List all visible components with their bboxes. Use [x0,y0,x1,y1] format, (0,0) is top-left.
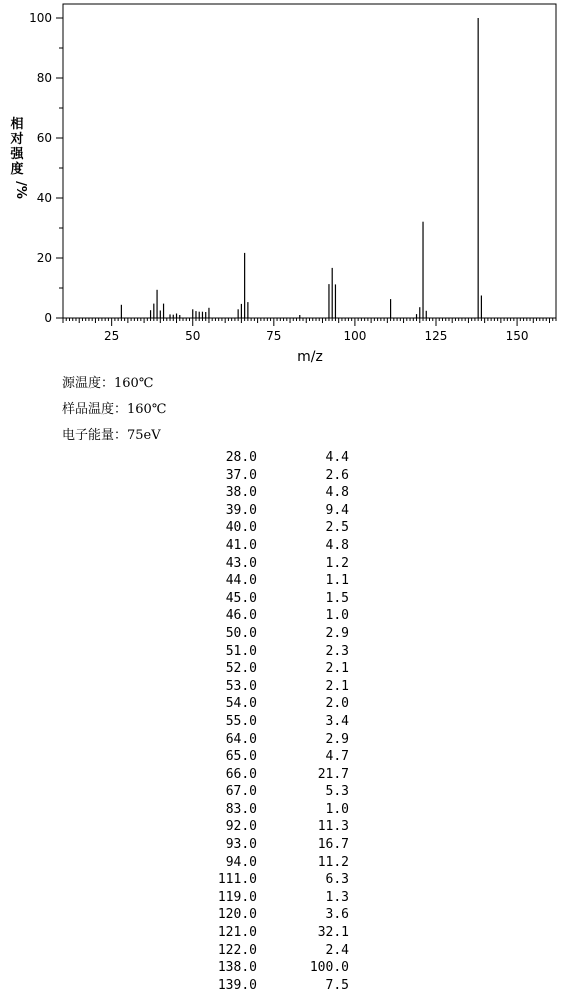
table-row [200,889,349,907]
plot-frame [63,4,556,318]
mz-value: 39.0 [225,502,257,518]
y-tick-label: 80 [36,71,52,85]
relative-intensity-value: 11.3 [317,819,349,835]
relative-intensity-value: 1.3 [325,889,349,905]
x-axis-label: m/z [297,349,323,365]
mz-value: 55.0 [225,713,257,729]
mz-value: 45.0 [225,590,257,606]
relative-intensity-value: 2.3 [325,643,349,659]
mz-value: 119.0 [217,889,257,905]
mz-value: 83.0 [225,801,257,817]
relative-intensity-value: 4.8 [325,485,349,501]
table-row [200,643,349,661]
x-tick-label: 100 [343,329,367,343]
mz-value: 94.0 [225,854,257,870]
peak-list-table [200,449,349,994]
mz-value: 122.0 [217,942,257,958]
relative-intensity-value: 100.0 [309,960,349,976]
relative-intensity-value: 21.7 [317,766,349,782]
relative-intensity-value: 2.9 [325,625,349,641]
relative-intensity-value: 16.7 [317,837,349,853]
mz-value: 53.0 [225,678,257,694]
mz-value: 41.0 [225,537,257,553]
mz-value: 138.0 [217,960,257,976]
table-row [200,977,349,995]
mz-value: 93.0 [225,837,257,853]
y-axis-label-char: 对 [10,132,24,147]
mz-value: 121.0 [217,925,257,941]
relative-intensity-value: 2.9 [325,731,349,747]
y-tick-label: 0 [44,311,52,325]
source-temperature: 源温度：160℃ [62,376,154,391]
table-row [200,467,349,485]
relative-intensity-value: 3.6 [325,907,349,923]
relative-intensity-value: 1.2 [325,555,349,571]
relative-intensity-value: 6.3 [325,872,349,888]
mz-value: 54.0 [225,696,257,712]
relative-intensity-value: 2.0 [325,696,349,712]
x-tick-label: 125 [424,329,448,343]
relative-intensity-value: 4.4 [325,450,349,465]
mz-value: 139.0 [217,977,257,993]
table-row [200,502,349,520]
y-axis-label-char: 相 [10,117,24,132]
table-row [200,555,349,573]
table-row [200,924,349,942]
relative-intensity-value: 2.4 [325,942,349,958]
relative-intensity-value: 3.4 [325,713,349,729]
mz-value: 64.0 [225,731,257,747]
table-row [200,713,349,731]
x-axis-ticks [63,318,556,343]
table-row [200,959,349,977]
mz-value: 50.0 [225,625,257,641]
instrument-conditions [62,371,166,449]
mz-value: 46.0 [225,608,257,624]
mz-value: 40.0 [225,520,257,536]
table-row [200,801,349,819]
table-row [200,572,349,590]
table-row [200,607,349,625]
relative-intensity-value: 1.1 [325,573,349,589]
table-row [200,731,349,749]
mz-value: 51.0 [225,643,257,659]
table-row [200,766,349,784]
relative-intensity-value: 32.1 [317,925,349,941]
table-row [200,537,349,555]
mz-value: 120.0 [217,907,257,923]
table-row [200,695,349,713]
mz-value: 28.0 [225,450,257,465]
table-row [200,519,349,537]
y-tick-label: 40 [36,191,52,205]
table-row [200,590,349,608]
mz-value: 66.0 [225,766,257,782]
electron-energy: 电子能量：75eV [62,428,161,443]
sample-temperature: 样品温度：160℃ [62,402,167,417]
relative-intensity-value: 1.0 [325,801,349,817]
relative-intensity-value: 4.7 [325,749,349,765]
relative-intensity-value: 5.3 [325,784,349,800]
relative-intensity-value: 2.1 [325,678,349,694]
relative-intensity-value: 11.2 [317,854,349,870]
table-row [200,449,349,467]
y-axis-label-char: 强 [10,147,24,162]
y-tick-label: 20 [36,251,52,265]
y-axis-ticks [29,11,63,325]
mass-spectrum-chart [0,0,570,370]
relative-intensity-value: 1.5 [325,590,349,606]
mz-value: 43.0 [225,555,257,571]
table-row [200,871,349,889]
mz-value: 111.0 [217,872,257,888]
table-row [200,836,349,854]
table-row [200,942,349,960]
relative-intensity-value: 7.5 [325,977,349,993]
relative-intensity-value: 9.4 [325,502,349,518]
mz-value: 44.0 [225,573,257,589]
table-row [200,854,349,872]
relative-intensity-value: 2.6 [325,467,349,483]
table-row [200,678,349,696]
table-row [200,748,349,766]
table-row [200,783,349,801]
y-axis-label [9,116,28,199]
y-axis-label-char: 度 [10,162,24,177]
y-tick-label: 60 [36,131,52,145]
x-tick-label: 150 [505,329,529,343]
mz-value: 38.0 [225,485,257,501]
table-row [200,818,349,836]
table-row [200,484,349,502]
mz-value: 67.0 [225,784,257,800]
x-tick-label: 75 [266,329,282,343]
mz-value: 65.0 [225,749,257,765]
x-tick-label: 25 [104,329,120,343]
relative-intensity-value: 4.8 [325,537,349,553]
y-tick-label: 100 [29,11,52,25]
relative-intensity-value: 2.5 [325,520,349,536]
table-row [200,625,349,643]
relative-intensity-value: 1.0 [325,608,349,624]
relative-intensity-value: 2.1 [325,661,349,677]
x-tick-label: 50 [185,329,201,343]
mz-value: 52.0 [225,661,257,677]
peak-bars [121,18,481,318]
y-axis-label-unit: /% [13,181,28,199]
table-row [200,906,349,924]
mz-value: 92.0 [225,819,257,835]
mz-value: 37.0 [225,467,257,483]
table-row [200,660,349,678]
